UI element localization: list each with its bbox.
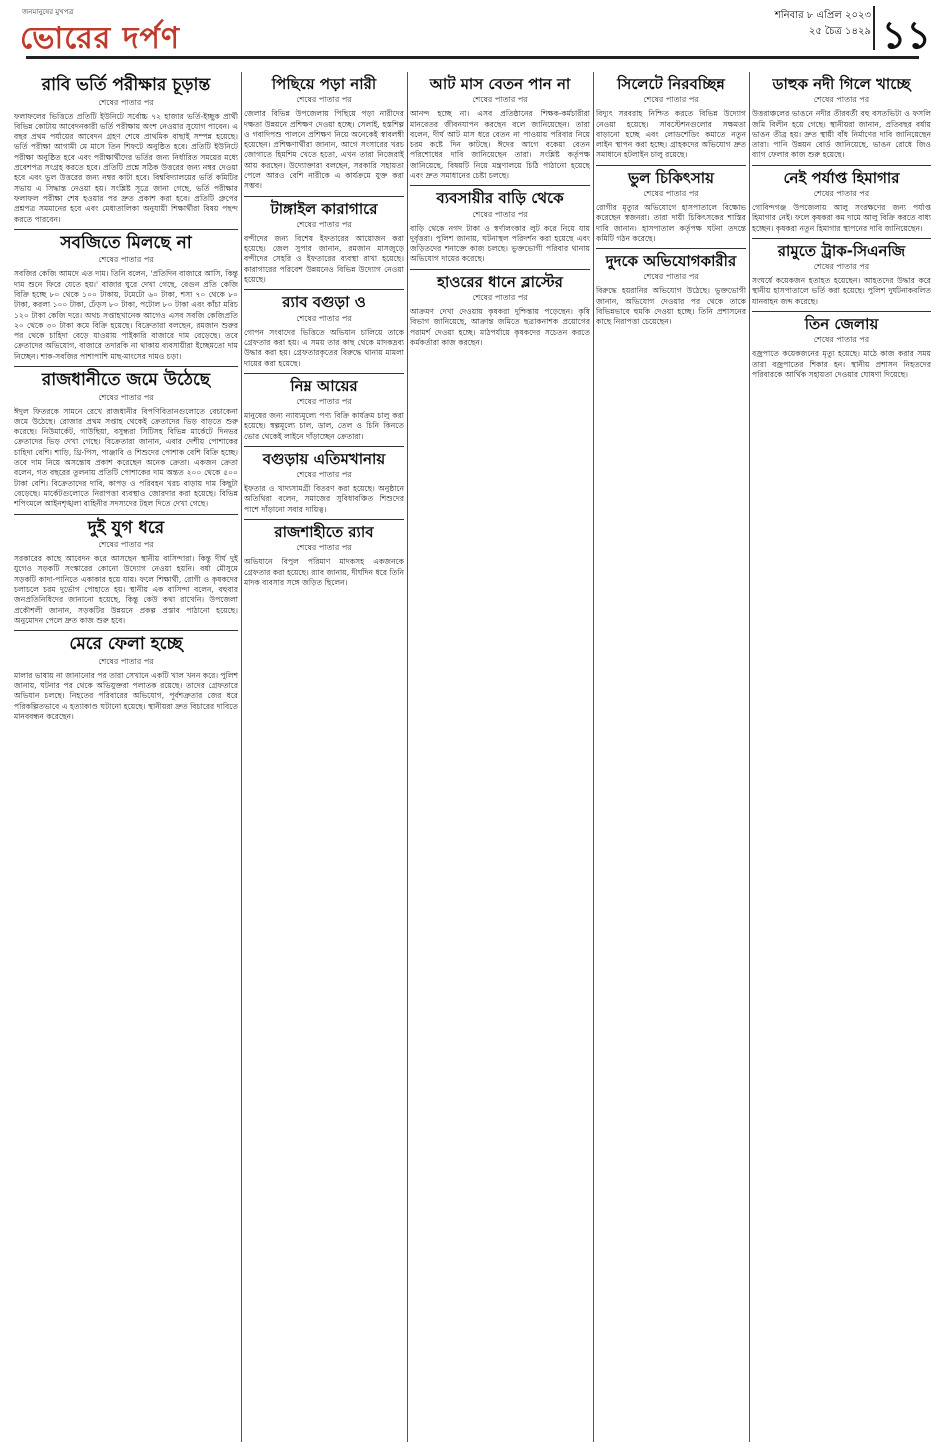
article [596, 249, 746, 331]
article [14, 230, 238, 367]
article-headline: সবজিতে মিলছে না [60, 232, 192, 253]
article-body: রোগীর মৃত্যুর অভিযোগে হাসপাতালে বিক্ষোভ করেছেন স্বজনরা। তারা দায়ী চিকিৎসকের শাস্তির দাবি জানান। হাসপাতাল কর্তৃপক্ষ ঘটনা তদন্তে কমিটি গঠন করেছে। [596, 202, 746, 243]
article-body: মানুষের জন্য ন্যায্যমূল্যে পণ্য বিক্রি কার্যক্রম চালু করা হয়েছে। স্বল্পমূল্যে চাল, ডাল, তেল ও চিনি কিনতে ভোর থেকেই লাইনে দাঁড়াচ্ছেন ক্রেতারা। [244, 411, 404, 441]
article-body: গোবিন্দগঞ্জ উপজেলায় আলু সংরক্ষণের জন্য পর্যাপ্ত হিমাগার নেই। ফলে কৃষকরা কম দামে আলু বিক্রি করতে বাধ্য হচ্ছেন। কৃষকরা নতুন হিমাগার স্থাপনের দাবি জানিয়েছেন। [752, 202, 931, 233]
article [752, 239, 931, 312]
continuation-label: শেষের পাতার পর [296, 95, 352, 105]
article-headline: নেই পর্যাপ্ত হিমাগার [783, 168, 900, 187]
article-body: জেলার বিভিন্ন উপজেলায় পিছিয়ে পড়া নারীদের দক্ষতা উন্নয়নে প্রশিক্ষণ দেওয়া হচ্ছে। সেলাই, হস্তশিল্প ও গবাদিপশু পালনে প্রশিক্ষণ নিয়ে অনেকেই স্বাবলম্বী হয়েছেন। প্রশিক্ষণার্থীরা জানান, আগে সংসারের খরচ জোগাতে হিমশিম খেতে হতো, এখন তারা নিজেরাই আয় করছেন। উদ্যোক্তারা বলছেন, সরকারি সহায়তা পেলে আরও বেশি নারীকে এ কার্যক্রমে যুক্ত করা সম্ভব। [244, 109, 404, 191]
column-divider [749, 72, 750, 1442]
article [244, 197, 404, 291]
date-gregorian: শনিবার ৮ এপ্রিল ২০২৩ [774, 10, 871, 21]
continuation-label: শেষের পাতার পর [296, 219, 352, 229]
article-body: ঈদুল ফিতরকে সামনে রেখে রাজধানীর বিপণিবিতানগুলোতে বেচাকেনা জমে উঠেছে। রোজার প্রথম সপ্তাহ থেকেই ক্রেতাদের ভিড় বাড়তে শুরু করেছে। নিউমার্কেট, গাউছিয়া, বসুন্ধরা সিটিসহ বিভিন্ন মার্কেটে দিনভর ক্রেতাদের ভিড় দেখা গেছে। বিক্রেতারা জানান, এবার দেশীয় পোশাকের চাহিদা বেশি। শাড়ি, থ্রি-পিস, পাঞ্জাবি ও শিশুদের পোশাক বেশি বিক্রি হচ্ছে। তবে দাম নিয়ে অসন্তোষ প্রকাশ করেছেন অনেক ক্রেতা। একজন ক্রেতা বলেন, গত বছরের তুলনায় প্রতিটি পোশাকের দাম অন্তত ২০০ থেকে ৫০০ টাকা বেশি। বিক্রেতাদের দাবি, কাপড় ও পরিবহন খরচ বাড়ায় দাম কিছুটা বেড়েছে। মার্কেটগুলোতে নিরাপত্তা ব্যবস্থাও জোরদার করা হয়েছে। বিভিন্ন শপিংমলে আইনশৃঙ্খলা বাহিনীর সদস্যদের টহল দিতে দেখা গেছে। [14, 406, 238, 509]
article-headline: রাজশাহীতে র‌্যাব [274, 523, 374, 542]
column-divider [241, 72, 242, 1442]
article-body: আক্রমণ দেখা দেওয়ায় কৃষকরা দুশ্চিন্তায় পড়েছেন। কৃষি বিভাগ জানিয়েছে, আক্রান্ত জমিতে ছত্রাকনাশক প্রয়োগের পরামর্শ দেওয়া হচ্ছে। মাঠপর্যায়ে কৃষকদের সচেতন করতে কর্মকর্তারা কাজ করছেন। [410, 307, 590, 347]
continuation-label: শেষের পাতার পর [472, 95, 528, 105]
article-headline: নিম্ন আয়ের [290, 376, 358, 395]
column-2 [244, 72, 404, 1442]
masthead-rule [26, 56, 919, 59]
article [244, 447, 404, 520]
article [244, 290, 404, 373]
continuation-label: শেষের পাতার পর [813, 188, 870, 198]
article-body: ইফতার ও খাদ্যসামগ্রী বিতরণ করা হয়েছে। অনুষ্ঠানে অতিথিরা বলেন, সমাজের সুবিধাবঞ্চিত শিশুদের পাশে দাঁড়ানো সবার দায়িত্ব। [244, 484, 404, 514]
continuation-label: শেষের পাতার পর [296, 397, 352, 407]
continuation-label: শেষের পাতার পর [296, 470, 352, 480]
article [244, 374, 404, 447]
article-headline: মেরে ফেলা হচ্ছে [69, 634, 183, 655]
article-headline: বগুড়ায় এতিমখানায় [262, 449, 386, 468]
article-body: মালার ভাষায় না জানানোর পর তারা সেখানে একটি খাল খনন করে। পুলিশ জানায়, ঘটনার পর থেকে অভিযুক্তরা পলাতক রয়েছে। তাদের গ্রেফতারে অভিযান চলছে। নিহতের পরিবারের অভিযোগ, পূর্বশত্রুতার জের ধরে পরিকল্পিতভাবে এ হত্যাকাণ্ড ঘটানো হয়েছে। স্থানীয়রা দ্রুত বিচারের দাবিতে মানববন্ধন করেছেন। [14, 670, 238, 721]
article [14, 72, 238, 230]
date-box [775, 8, 871, 40]
date-bengali: ২৫ চৈত্র ১৪২৯ [808, 26, 871, 37]
logo-tagline: জনমানুষের মুখপত্র [22, 8, 74, 16]
continuation-label: শেষের পাতার পর [98, 540, 154, 550]
column-3 [410, 72, 590, 1442]
article [596, 72, 746, 166]
article [596, 166, 746, 249]
continuation-label: শেষের পাতার পর [813, 262, 870, 272]
continuation-label: শেষের পাতার পর [472, 209, 528, 219]
article-headline: ব্যবসায়ীর বাড়ি থেকে [436, 189, 564, 208]
article-body: বন্দীদের জন্য বিশেষ ইফতারের আয়োজন করা হয়েছে। জেল সুপার জানান, রমজান মাসজুড়ে বন্দীদের সেহরি ও ইফতারের ব্যবস্থা রাখা হয়েছে। কারাগারের পরিবেশ উন্নয়নেও বিভিন্ন উদ্যোগ নেওয়া হয়েছে। [244, 233, 404, 285]
article-body: গোপন সংবাদের ভিত্তিতে অভিযান চালিয়ে তাকে গ্রেফতার করা হয়। এ সময় তার কাছ থেকে মাদকদ্রব্য উদ্ধার করা হয়। গ্রেফতারকৃতের বিরুদ্ধে থানায় মামলা দায়ের করা হয়েছে। [244, 327, 404, 368]
article-headline: সিলেটে নিরবচ্ছিন্ন [617, 75, 725, 93]
continuation-label: শেষের পাতার পর [643, 95, 699, 105]
article-body: আনন্দ হচ্ছে না। এসব প্রতিষ্ঠানের শিক্ষক-কর্মচারীরা মানবেতর জীবনযাপন করছেন বলে জানিয়েছেন। তারা বলেন, দীর্ঘ আট মাস ধরে বেতন না পাওয়ায় পরিবার নিয়ে চরম কষ্টে দিন কাটছে। ঈদের আগে বকেয়া বেতন পরিশোধের দাবি জানিয়েছেন তারা। সংশ্লিষ্ট কর্তৃপক্ষ জানিয়েছে, বিষয়টি নিয়ে মন্ত্রণালয়ে চিঠি পাঠানো হয়েছে এবং দ্রুত সমাধানের চেষ্টা চলছে। [410, 109, 590, 181]
article-body: সরকারের কাছে আবেদন করে আসছেন স্থানীয় বাসিন্দারা। কিন্তু দীর্ঘ দুই যুগেও সড়কটি সংস্কারের কোনো উদ্যোগ নেওয়া হয়নি। বর্ষা মৌসুমে সড়কটি কাদা-পানিতে একাকার হয়ে যায়। ফলে শিক্ষার্থী, রোগী ও কৃষকদের চলাচলে চরম দুর্ভোগ পোহাতে হয়। স্থানীয় এক বাসিন্দা বলেন, বহুবার জনপ্রতিনিধিদের জানানো হয়েছে, কিন্তু কেউ কথা রাখেনি। উপজেলা প্রকৌশলী জানান, সড়কটির উন্নয়নে প্রকল্প প্রস্তাব পাঠানো হয়েছে। অনুমোদন পেলে দ্রুত কাজ শুরু হবে। [14, 554, 238, 625]
article [14, 515, 238, 632]
article [14, 631, 238, 726]
article-headline: ভুল চিকিৎসায় [628, 168, 714, 187]
page-number-divider [873, 6, 875, 50]
continuation-label: শেষের পাতার পর [813, 335, 870, 345]
article-body: বজ্রপাতে কয়েকজনের মৃত্যু হয়েছে। মাঠে কাজ করার সময় তারা বজ্রপাতের শিকার হন। স্থানীয় প্রশাসন নিহতদের পরিবারকে আর্থিক সহায়তা দেওয়ার ঘোষণা দিয়েছে। [752, 349, 931, 379]
article-headline: ডাহুক নদী গিলে খাচ্ছে [772, 75, 911, 93]
article [752, 72, 931, 166]
article-headline: পিছিয়ে পড়া নারী [271, 75, 377, 93]
column-divider [407, 72, 408, 1442]
continuation-label: শেষের পাতার পর [296, 543, 352, 553]
continuation-label: শেষের পাতার পর [643, 188, 699, 198]
article-headline: দুদকে অভিযোগকারীর [605, 252, 737, 271]
article-body: সংঘর্ষে কয়েকজন হতাহত হয়েছেন। আহতদের উদ্ধার করে স্থানীয় হাসপাতালে ভর্তি করা হয়েছে। পুলিশ দুর্ঘটনাকবলিত যানবাহন জব্দ করেছে। [752, 276, 931, 306]
article-headline: আট মাস বেতন পান না [429, 75, 571, 93]
article-headline: রাজধানীতে জমে উঠেছে [41, 370, 211, 391]
article [244, 520, 404, 592]
article-headline: রামুতে ট্রাক-সিএনজি [777, 241, 906, 260]
article-headline: হাওরের ধানে ব্লাস্টের [437, 272, 563, 291]
article-body: সবজির কেজি আমদে এত দাম। তিনি বলেন, 'প্রতিদিন বাজারে আসি, কিন্তু দাম শুনে ফিরে যেতে হয়।' বাজার ঘুরে দেখা গেছে, বেগুন প্রতি কেজি বিক্রি হচ্ছে ৮০ থেকে ১০০ টাকায়, টমেটো ৬০ টাকা, শসা ৭০ থেকে ৮০ টাকা, করলা ১০০ টাকা, ঢেঁড়স ৮০ টাকা, পটোল ৮০ টাকা এবং কাঁচা মরিচ ১২০ টাকা কেজি দরে। অথচ সপ্তাহখানেক আগেও এসব সবজি কেজিপ্রতি ২০ থেকে ৩০ টাকা কমে বিক্রি হয়েছে। বিক্রেতারা বলছেন, রমজান শুরুর পর থেকে চাহিদা বেড়ে যাওয়ায় পাইকারি বাজারে দাম বেড়েছে। তবে ক্রেতাদের অভিযোগ, বাজারে তদারকি না থাকায় ব্যবসায়ীরা ইচ্ছেমতো দাম নিচ্ছেন। শাক-সবজির পাশাপাশি মাছ-মাংসের দামও চড়া। [14, 269, 238, 361]
continuation-label: শেষের পাতার পর [98, 97, 154, 107]
article-body: বিরুদ্ধে হয়রানির অভিযোগ উঠেছে। ভুক্তভোগী জানান, অভিযোগ দেওয়ার পর থেকে তাকে বিভিন্নভাবে হুমকি দেওয়া হচ্ছে। তিনি প্রশাসনের কাছে নিরাপত্তা চেয়েছেন। [596, 286, 746, 327]
column-4 [596, 72, 746, 1442]
article-body: বিদ্যুৎ সরবরাহ নিশ্চিত করতে বিভিন্ন উদ্যোগ নেওয়া হয়েছে। সাবস্টেশনগুলোর সক্ষমতা বাড়ানো হচ্ছে এবং লোডশেডিং কমাতে নতুন লাইন স্থাপন করা হচ্ছে। গ্রাহকদের অভিযোগ দ্রুত সমাধানে হটলাইন চালু রয়েছে। [596, 109, 746, 160]
continuation-label: শেষের পাতার পর [813, 95, 870, 105]
article-headline: দুই যুগ ধরে [87, 517, 165, 538]
article [410, 186, 590, 269]
masthead [0, 0, 945, 66]
article [752, 312, 931, 384]
article [410, 270, 590, 352]
article-body: ফলাফলের ভিত্তিতে প্রতিটি ইউনিটে সর্বোচ্চ ৭২ হাজার ভর্তি-ইচ্ছুক প্রার্থী বিভিন্ন কোটায় আবেদনকারী ভর্তি পরীক্ষায় অংশ নেওয়ার সুযোগ পাবেন। এ বছর প্রথম পর্যায়ের আবেদন গ্রহণ শেষে প্রাথমিক বাছাই সম্পন্ন হয়েছে। ভর্তি পরীক্ষা আগামী মে মাসে তিন শিফটে অনুষ্ঠিত হবে। প্রতিটি ইউনিটে পরীক্ষা অনুষ্ঠিত হবে এবং পরীক্ষার্থীদের ভর্তির জন্য নির্ধারিত সময়ের মধ্যে প্রবেশপত্র সংগ্রহ করতে হবে। প্রতিটি প্রশ্নে সঠিক উত্তরের জন্য নম্বর দেওয়া হবে এবং ভুল উত্তরের জন্য নম্বর কাটা হবে। বিশ্ববিদ্যালয়ের ভর্তি কমিটির সভায় এ সিদ্ধান্ত নেওয়া হয়। সংশ্লিষ্ট সূত্রে জানা গেছে, ভর্তি পরীক্ষার ফলাফল পরীক্ষা শেষ হওয়ার পর দ্রুত প্রকাশ করা হবে। প্রতিটি গ্রুপের প্রশ্নপত্র সমমানের হবে এবং মেধাতালিকা অনুযায়ী শিক্ষার্থীরা বিষয় পছন্দ করতে পারবেন। [14, 111, 238, 224]
article-columns [14, 72, 931, 1442]
article-headline: তিন জেলায় [804, 315, 879, 334]
column-1 [14, 72, 238, 1442]
article [14, 367, 238, 515]
column-5 [752, 72, 931, 1442]
article-body: অভিযানে বিপুল পরিমাণ মাদকসহ একজনকে গ্রেফতার করা হয়েছে। র‌্যাব জানায়, দীর্ঘদিন ধরে তিনি মাদক ব্যবসার সঙ্গে জড়িত ছিলেন। [244, 557, 404, 587]
page-number: ১১ [881, 13, 931, 57]
newspaper-logo: ভোরের দর্পণ [20, 21, 180, 56]
article-body: উত্তরাঞ্চলের ভাঙনে নদীর তীরবর্তী বহু বসতভিটা ও ফসলি জমি বিলীন হয়ে গেছে। স্থানীয়রা জানান, প্রতিবছর বর্ষায় ভাঙন তীব্র হয়। দ্রুত স্থায়ী বাঁধ নির্মাণের দাবি জানিয়েছেন তারা। পানি উন্নয়ন বোর্ড জানিয়েছে, ভাঙন রোধে জিও ব্যাগ ফেলার কাজ শুরু হয়েছে। [752, 109, 931, 160]
continuation-label: শেষের পাতার পর [98, 255, 154, 265]
continuation-label: শেষের পাতার পর [98, 656, 154, 666]
article [752, 166, 931, 239]
continuation-label: শেষের পাতার পর [296, 313, 352, 323]
article [410, 72, 590, 186]
column-divider [593, 72, 594, 1442]
continuation-label: শেষের পাতার পর [472, 293, 528, 303]
article-body: বাড়ি থেকে নগদ টাকা ও স্বর্ণালংকার লুট করে নিয়ে যায় দুর্বৃত্তরা। পুলিশ জানায়, ঘটনাস্থল পরিদর্শন করা হয়েছে এবং জড়িতদের শনাক্তে কাজ চলছে। ভুক্তভোগী পরিবার থানায় অভিযোগ দায়ের করেছে। [410, 223, 590, 264]
article [244, 72, 404, 197]
continuation-label: শেষের পাতার পর [643, 272, 699, 282]
article-headline: রাবি ভর্তি পরীক্ষার চূড়ান্ত [41, 75, 211, 95]
article-headline: টাঙ্গাইল কারাগারে [270, 199, 378, 218]
continuation-label: শেষের পাতার পর [98, 392, 154, 402]
article-headline: র‌্যাব বগুড়া ও [282, 293, 366, 312]
